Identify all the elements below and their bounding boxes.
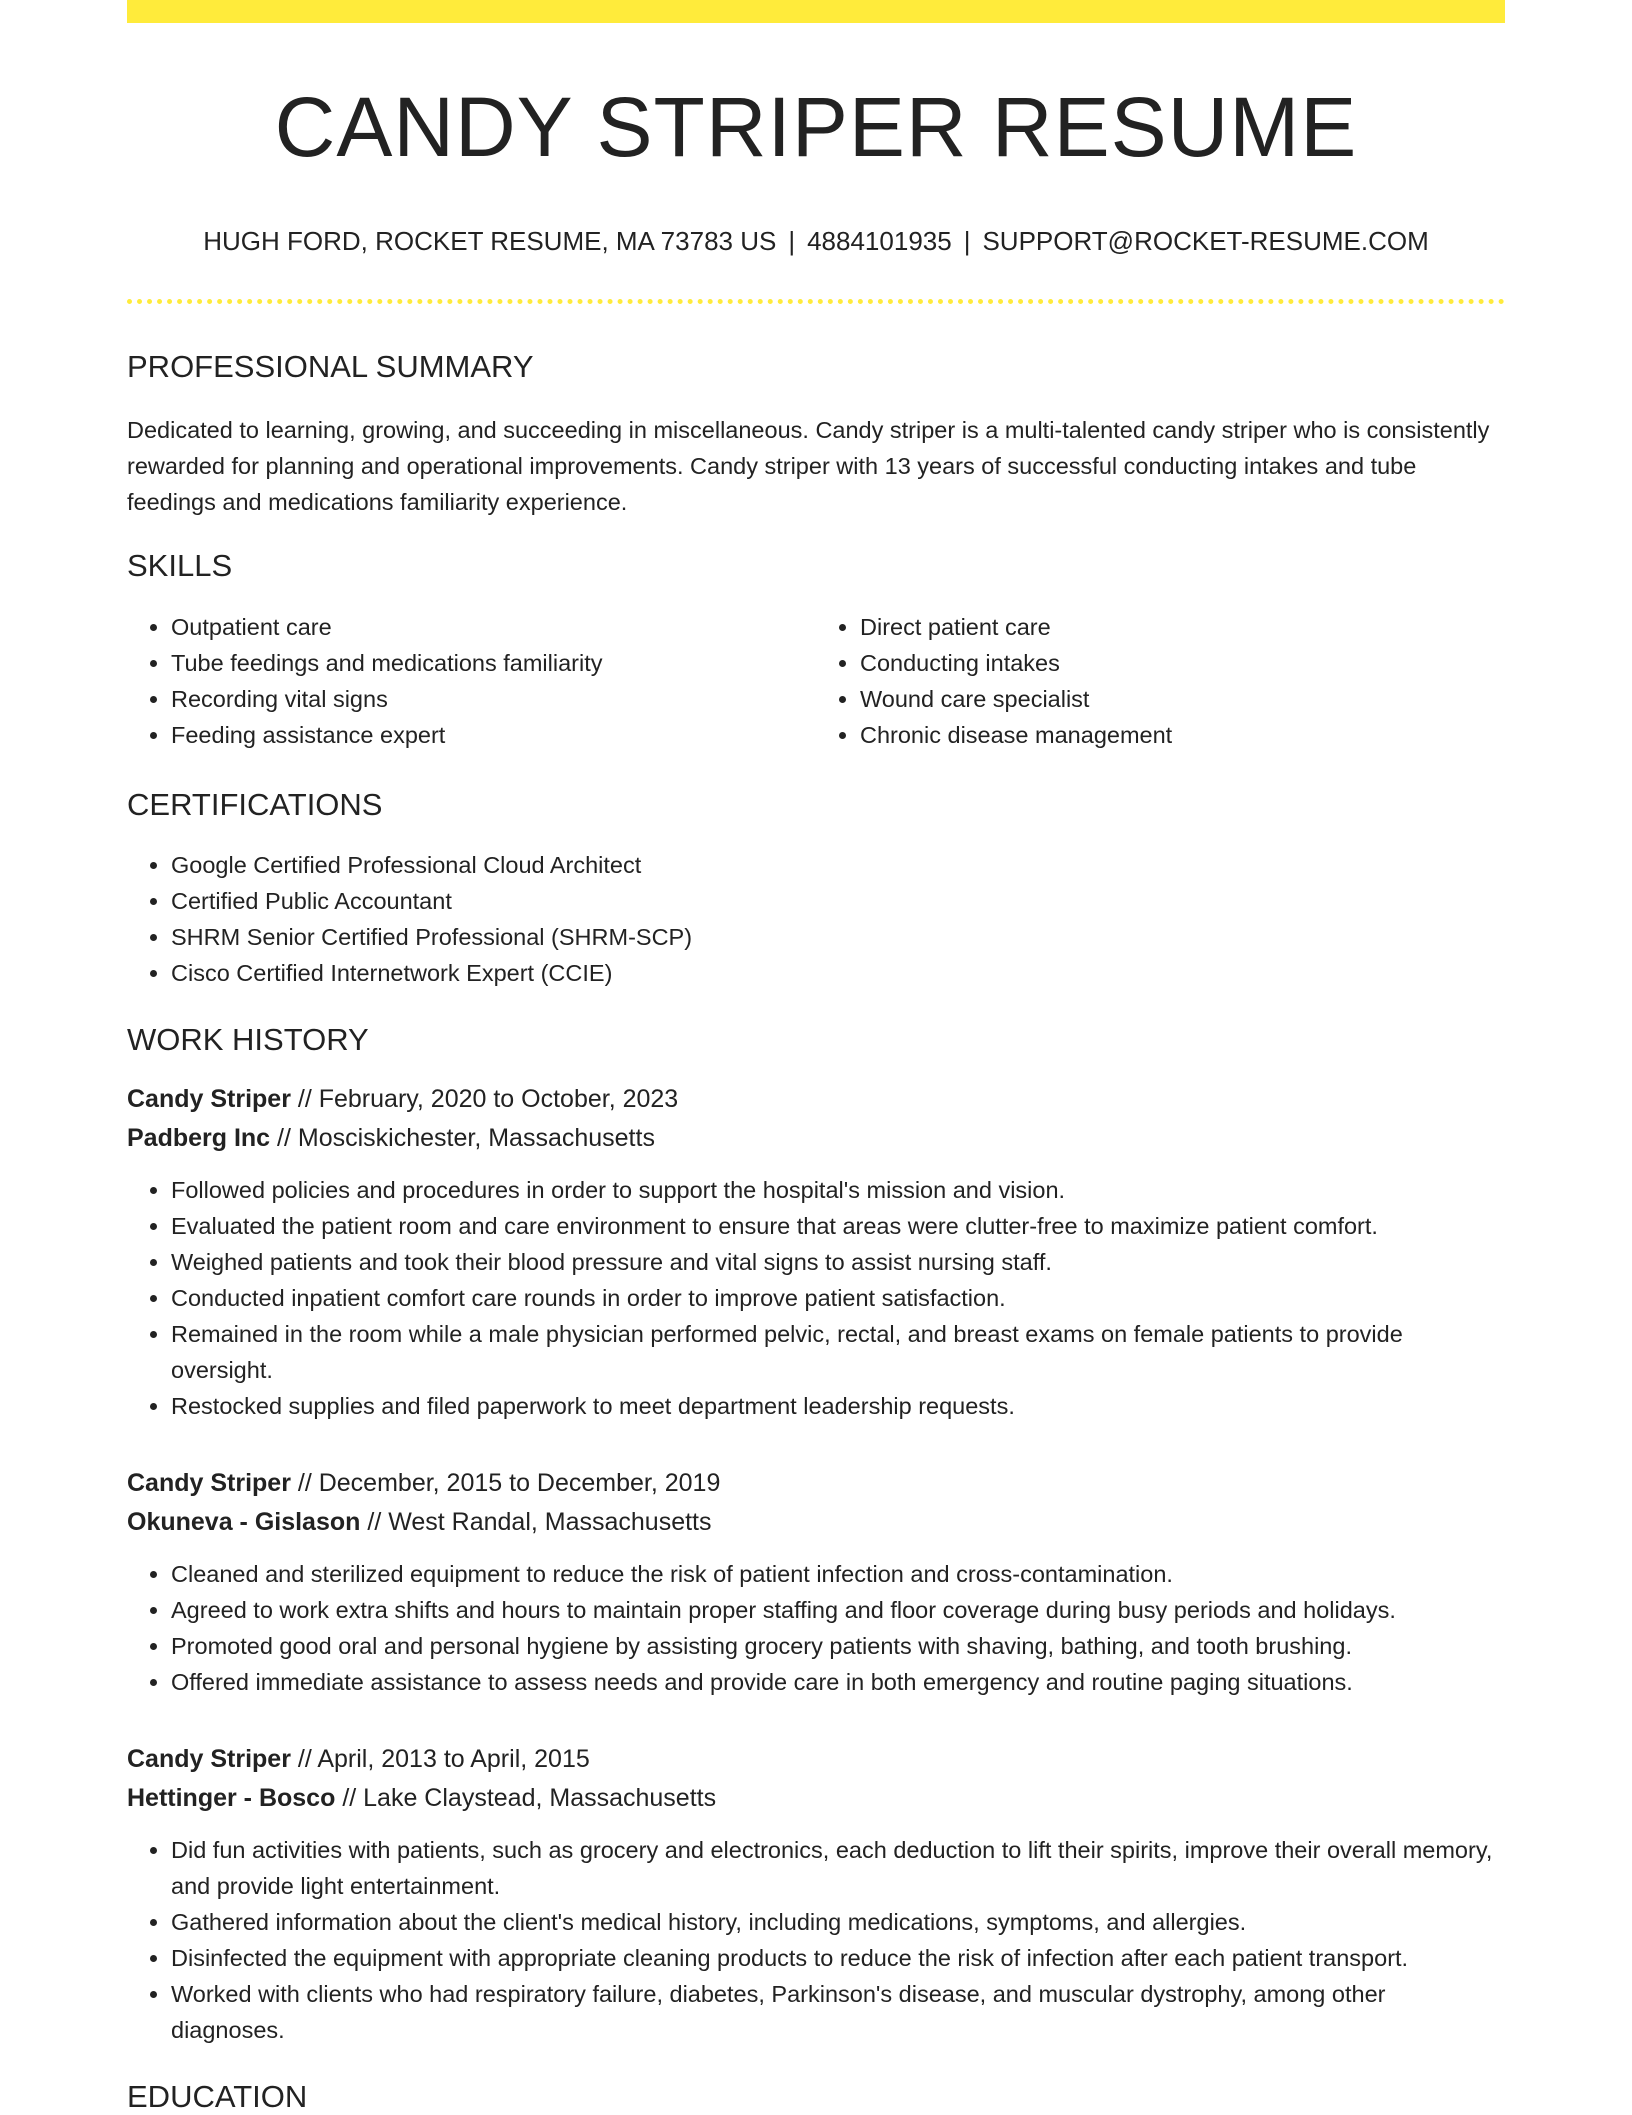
job-bullet: • Restocked supplies and filed paperwork to meet department leadership requests. xyxy=(171,1388,1505,1424)
job-bullet: • Promoted good oral and personal hygiene by assisting grocery patients with shaving, bathing, and tooth brushing. xyxy=(171,1628,1505,1664)
skills-columns xyxy=(127,609,1505,753)
job-title: Candy Striper xyxy=(127,1468,291,1497)
job-bullet: • Agreed to work extra shifts and hours to maintain proper staffing and floor coverage during busy periods and holidays. xyxy=(171,1592,1505,1628)
contact-address: HUGH FORD, ROCKET RESUME, MA 73783 US xyxy=(203,226,777,257)
contact-phone: 4884101935 xyxy=(807,226,952,257)
job-bullet: • Evaluated the patient room and care environment to ensure that areas were clutter-free to maximize patient comfort. xyxy=(171,1208,1505,1244)
job-bullet: • Remained in the room while a male physician performed pelvic, rectal, and breast exams on female patients to provide oversight. xyxy=(171,1316,1505,1388)
job-dates: // April, 2013 to April, 2015 xyxy=(297,1744,590,1773)
education-section xyxy=(127,2078,1505,2115)
job-company-line xyxy=(127,1779,1505,1818)
job-dates: // December, 2015 to December, 2019 xyxy=(297,1468,721,1497)
summary-heading: PROFESSIONAL SUMMARY xyxy=(127,349,534,385)
contact-email: SUPPORT@ROCKET-RESUME.COM xyxy=(982,226,1429,257)
job-company-line xyxy=(127,1119,1505,1158)
job-location: // Lake Claystead, Massachusetts xyxy=(342,1783,717,1812)
job-title: Candy Striper xyxy=(127,1744,291,1773)
job-entry xyxy=(127,1464,1505,1700)
job-dates: // February, 2020 to October, 2023 xyxy=(297,1084,679,1113)
job-location: // West Randal, Massachusetts xyxy=(367,1507,712,1536)
skill-item: • Chronic disease management xyxy=(860,717,1505,753)
job-company-line xyxy=(127,1503,1505,1542)
job-title-line xyxy=(127,1740,1505,1779)
job-company: Okuneva - Gislason xyxy=(127,1507,361,1536)
skill-item: • Conducting intakes xyxy=(860,645,1505,681)
dotted-divider xyxy=(127,299,1505,304)
certification-item: • Google Certified Professional Cloud Architect xyxy=(171,847,1505,883)
contact-separator: | xyxy=(788,226,796,257)
skill-item: • Direct patient care xyxy=(860,609,1505,645)
job-title-line xyxy=(127,1080,1505,1119)
job-bullet: • Conducted inpatient comfort care rounds in order to improve patient satisfaction. xyxy=(171,1280,1505,1316)
certification-item: • Cisco Certified Internetwork Expert (CCIE) xyxy=(171,955,1505,991)
skills-heading: SKILLS xyxy=(127,548,233,584)
job-company: Hettinger - Bosco xyxy=(127,1783,336,1812)
summary-text: Dedicated to learning, growing, and succeeding in miscellaneous. Candy striper is a multi-talented candy striper who is consistently rewarded for planning and operational improvements. Candy striper with 13 years of successful conducting intakes and tube feedings and medications familiarity experience. xyxy=(127,417,1490,516)
resume-title: CANDY STRIPER RESUME xyxy=(274,80,1358,174)
job-bullet: • Disinfected the equipment with appropriate cleaning products to reduce the risk of infection after each patient transport. xyxy=(171,1940,1505,1976)
skills-left-list xyxy=(127,609,816,753)
skill-item: • Tube feedings and medications familiarity xyxy=(171,645,816,681)
top-accent-bar xyxy=(127,0,1505,23)
skills-section xyxy=(127,547,1505,752)
job-title: Candy Striper xyxy=(127,1084,291,1113)
job-bullet: • Worked with clients who had respiratory failure, diabetes, Parkinson's disease, and muscular dystrophy, among other diagnoses. xyxy=(171,1976,1505,2048)
job-location: // Mosciskichester, Massachusetts xyxy=(277,1123,655,1152)
skills-right-list xyxy=(816,609,1505,753)
work-history-heading: WORK HISTORY xyxy=(127,1021,369,1057)
job-company: Padberg Inc xyxy=(127,1123,271,1152)
skill-item: • Outpatient care xyxy=(171,609,816,645)
job-title-line xyxy=(127,1464,1505,1503)
job-bullet: • Weighed patients and took their blood pressure and vital signs to assist nursing staff. xyxy=(171,1244,1505,1280)
resume-page xyxy=(127,0,1505,2115)
skill-item: • Wound care specialist xyxy=(860,681,1505,717)
work-history-section xyxy=(127,1021,1505,2048)
job-bullet: • Followed policies and procedures in order to support the hospital's mission and vision. xyxy=(171,1172,1505,1208)
job-bullets xyxy=(127,1832,1505,2048)
job-bullet: • Gathered information about the client's medical history, including medications, symptoms, and allergies. xyxy=(171,1904,1505,1940)
job-bullet: • Offered immediate assistance to assess needs and provide care in both emergency and routine paging situations. xyxy=(171,1664,1505,1700)
skill-item: • Recording vital signs xyxy=(171,681,816,717)
certification-item: • Certified Public Accountant xyxy=(171,883,1505,919)
certifications-heading: CERTIFICATIONS xyxy=(127,786,383,822)
job-bullets xyxy=(127,1172,1505,1424)
job-bullets xyxy=(127,1556,1505,1700)
summary-section xyxy=(127,348,1505,520)
education-heading: EDUCATION xyxy=(127,2078,308,2114)
job-bullet: • Cleaned and sterilized equipment to reduce the risk of patient infection and cross-contamination. xyxy=(171,1556,1505,1592)
skill-item: • Feeding assistance expert xyxy=(171,717,816,753)
contact-separator: | xyxy=(963,226,971,257)
certifications-list xyxy=(127,847,1505,991)
contact-line xyxy=(127,225,1505,259)
certification-item: • SHRM Senior Certified Professional (SHRM-SCP) xyxy=(171,919,1505,955)
certifications-section xyxy=(127,786,1505,991)
job-entry xyxy=(127,1080,1505,1424)
job-entry xyxy=(127,1740,1505,2048)
job-bullet: • Did fun activities with patients, such as grocery and electronics, each deduction to lift their spirits, improve their overall memory, and provide light entertainment. xyxy=(171,1832,1505,1904)
